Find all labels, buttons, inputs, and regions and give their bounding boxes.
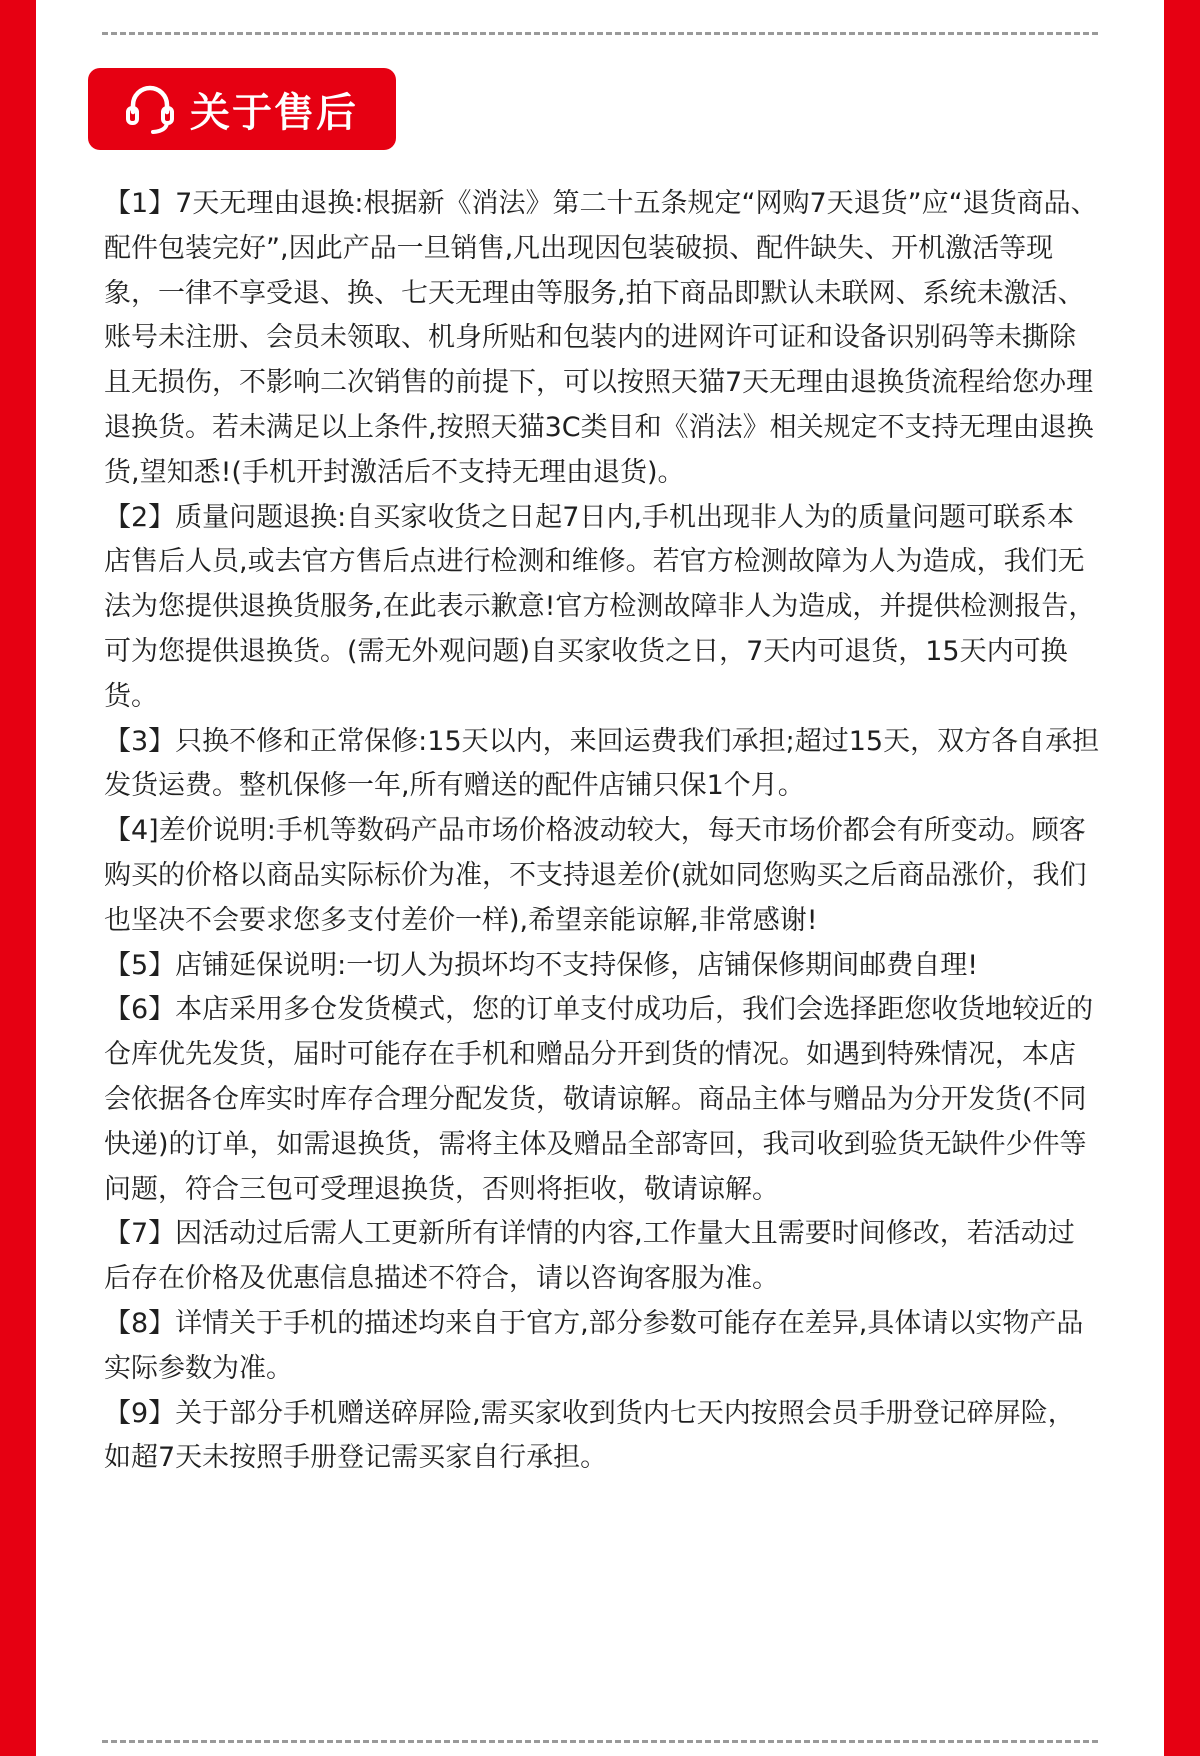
right-red-border: [1164, 0, 1200, 1756]
term-paragraph: 【7】因活动过后需人工更新所有详情的内容,工作量大且需要时间修改，若活动过后存在价格及优惠信息描述不符合，请以咨询客服为准。: [104, 1218, 1075, 1295]
term-paragraph: 【3】只换不修和正常保修:15天以内，来回运费我们承担;超过15天，双方各自承担发货运费。整机保修一年,所有赠送的配件店铺只保1个月。: [104, 725, 1100, 802]
term-paragraph: 【5】店铺延保说明:一切人为损坏均不支持保修，店铺保修期间邮费自理!: [104, 949, 979, 981]
left-red-border: [0, 0, 36, 1756]
after-sales-terms: [104, 182, 1100, 1481]
section-title: 关于售后: [190, 89, 358, 136]
term-paragraph: 【1】7天无理由退换:根据新《消法》第二十五条规定“网购7天退货”应“退货商品、配件包装完好”,因此产品一旦销售,凡出现因包装破损、配件缺失、开机激活等现象，一律不享受退、换、七天无理由等服务,拍下商品即默认未联网、系统未激活、账号未注册、会员未领取、机身所贴和包装内的进网许可证和设备识别码等未撕除且无损伤，不影响二次销售的前提下，可以按照天猫7天无理由退换货流程给您办理退换货。若未满足以上条件,按照天猫3C类目和《消法》相关规定不支持无理由退换货,望知悉!(手机开封激活后不支持无理由退货)。: [104, 188, 1098, 488]
term-paragraph: 【6】本店采用多仓发货模式，您的订单支付成功后，我们会选择距您收货地较近的仓库优先发货，届时可能存在手机和赠品分开到货的情况。如遇到特殊情况，本店会依据各仓库实时库存合理分配发货，敬请谅解。商品主体与赠品为分开发货(不同快递)的订单，如需退换货，需将主体及赠品全部寄回，我司收到验货无缺件少件等问题，符合三包可受理退换货，否则将拒收，敬请谅解。: [104, 994, 1094, 1205]
bottom-dashed-divider: [102, 1740, 1098, 1743]
term-paragraph: 【4]差价说明:手机等数码产品市场价格波动较大，每天市场价都会有所变动。顾客购买的价格以商品实际标价为准，不支持退差价(就如同您购买之后商品涨价，我们也坚决不会要求您多支付差价一样),希望亲能谅解,非常感谢!: [104, 815, 1087, 936]
headset-icon: [122, 81, 178, 137]
term-paragraph: 【2】质量问题退换:自买家收货之日起7日内,手机出现非人为的质量问题可联系本店售后人员,或去官方售后点进行检测和维修。若官方检测故障为人为造成，我们无法为您提供退换货服务,在此表示歉意!官方检测故障非人为造成，并提供检测报告，可为您提供退换货。(需无外观问题)自买家收货之日，7天内可退货，15天内可换货。: [104, 501, 1096, 712]
term-paragraph: 【9】关于部分手机赠送碎屏险,需买家收到货内七天内按照会员手册登记碎屏险，如超7天未按照手册登记需买家自行承担。: [104, 1397, 1075, 1474]
section-header: [88, 68, 396, 150]
term-paragraph: 【8】详情关于手机的描述均来自于官方,部分参数可能存在差异,具体请以实物产品实际参数为准。: [104, 1307, 1084, 1384]
top-dashed-divider: [102, 32, 1098, 35]
